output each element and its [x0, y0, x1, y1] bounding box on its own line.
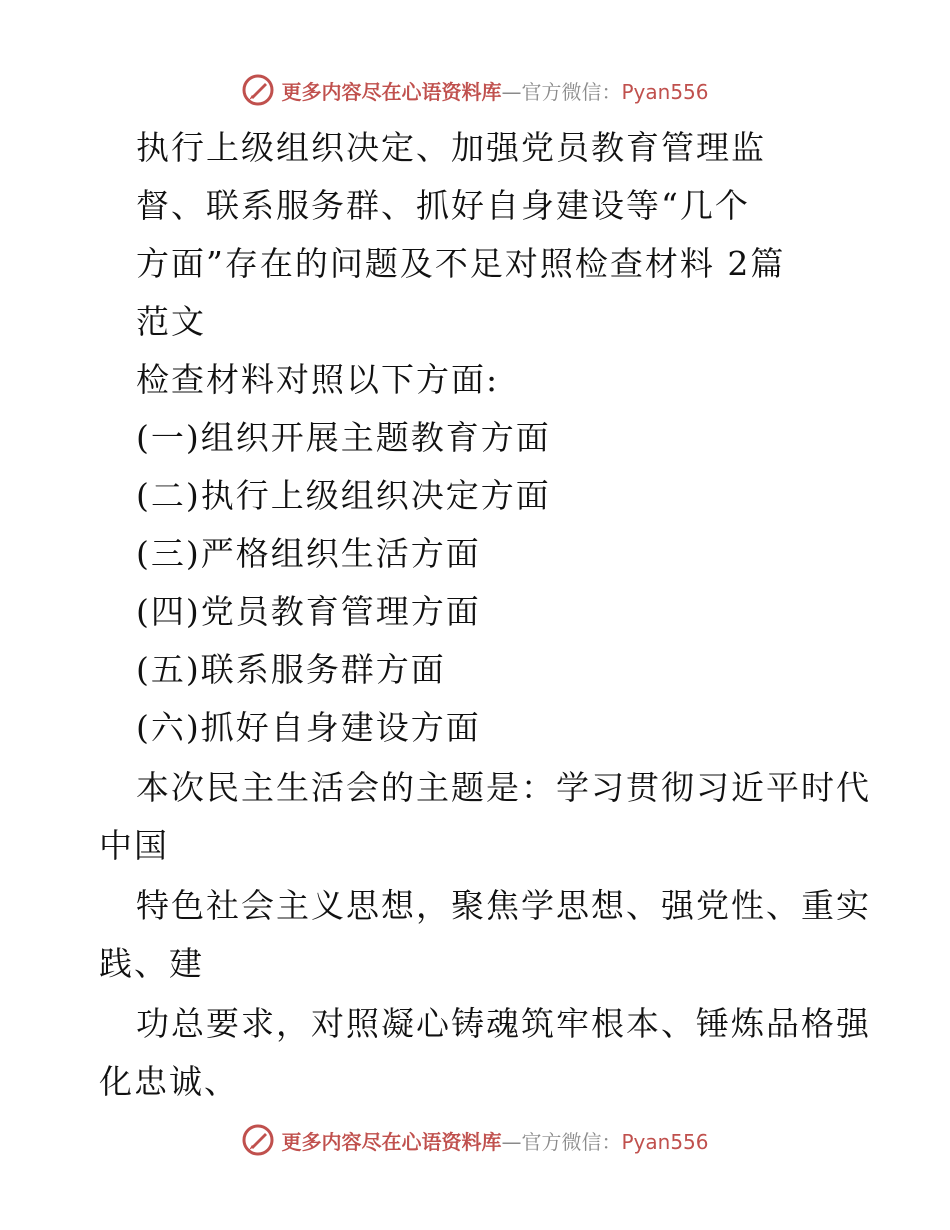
header-watermark [0, 70, 950, 110]
doc-line-6: (一)组织开展主题教育方面 [136, 418, 551, 457]
doc-line-4: 范文 [136, 302, 206, 341]
doc-line-14: 特色社会主义思想，聚焦学思想、强党性、重实 [136, 886, 871, 925]
doc-line-9: (四)党员教育管理方面 [136, 592, 481, 631]
watermark-id: Pyan556 [621, 79, 709, 104]
doc-line-8: (三)严格组织生活方面 [136, 534, 481, 573]
doc-line-17: 化忠诚、 [99, 1062, 239, 1101]
doc-line-2: 督、联系服务群、抓好自身建设等“几个 [136, 186, 750, 225]
doc-line-5: 检查材料对照以下方面: [136, 360, 500, 399]
watermark-text [281, 1126, 708, 1155]
quill-logo-icon [241, 73, 275, 107]
doc-line-13: 中国 [99, 826, 169, 865]
watermark-text [281, 76, 708, 105]
watermark-sub: —官方微信： [501, 1129, 622, 1154]
watermark-sub: —官方微信： [501, 79, 622, 104]
doc-line-3: 方面”存在的问题及不足对照检查材料 2篇 [136, 244, 786, 283]
doc-line-7: (二)执行上级组织决定方面 [136, 476, 551, 515]
footer-watermark [0, 1120, 950, 1160]
doc-line-12: 本次民主生活会的主题是：学习贯彻习近平时代 [136, 768, 871, 807]
doc-line-10: (五)联系服务群方面 [136, 650, 446, 689]
watermark-main: 更多内容尽在心语资料库 [281, 1129, 502, 1154]
doc-line-1: 执行上级组织决定、加强党员教育管理监 [136, 128, 766, 167]
doc-line-16: 功总要求，对照凝心铸魂筑牢根本、锤炼品格强 [136, 1004, 871, 1043]
quill-logo-icon [241, 1123, 275, 1157]
watermark-id: Pyan556 [621, 1129, 709, 1154]
watermark-main: 更多内容尽在心语资料库 [281, 79, 502, 104]
doc-line-15: 践、建 [99, 944, 204, 983]
doc-line-11: (六)抓好自身建设方面 [136, 708, 481, 747]
